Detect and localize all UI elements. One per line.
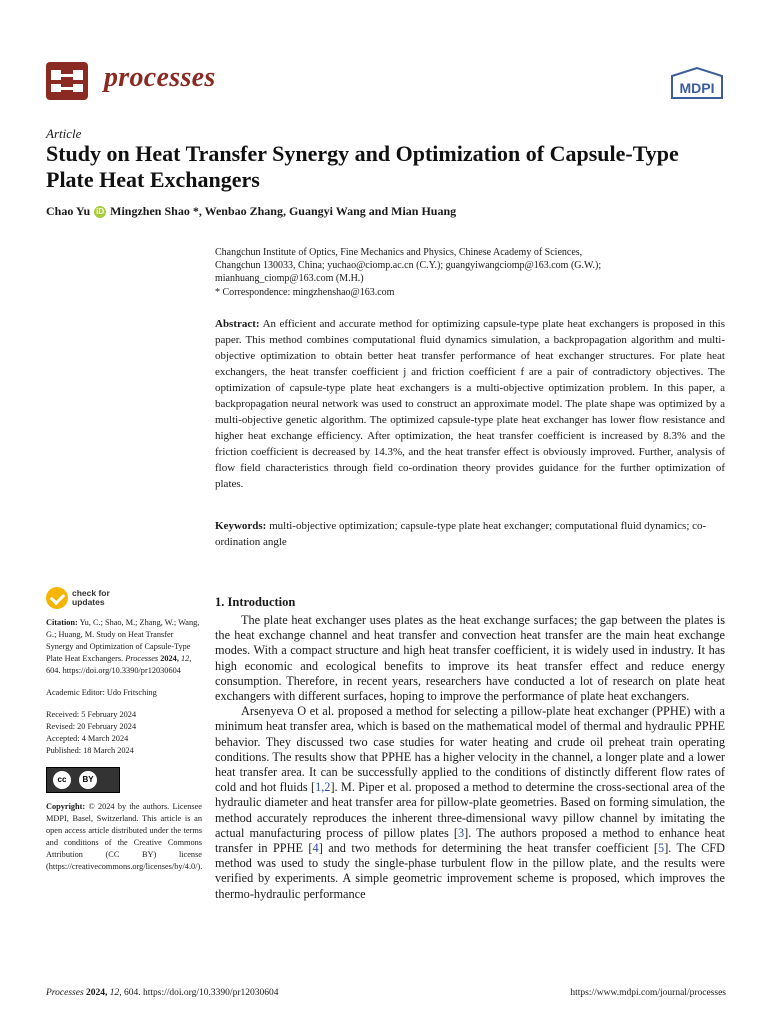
citation-link[interactable]: 5 <box>658 841 665 856</box>
paragraph: Arsenyeva O et al. proposed a method for selecting a pillow-plate heat exchanger (PPHE) with a minimum heat transfer area, which is based on the mathematical model of thermal and hydraulic PPHE behavior. They discussed two case studies for water heating and crude oil preheat train operating conditions. The results show that PPHE has a higher velocity in the channel, a longer plate and a lower heat transfer area. It can be successfully applied to the conditions of distinctly different flow rates of cold and hot fluids [1,2]. M. Piper et al. proposed a method to determine the cross-sectional area of the hydraulic diameter and heat transfer area for pillow-plate geometries. Based on forming simulation, the method accurately reproduces the inherent three-dimensional wavy pillow channel by imitating the actual manufacturing process of pillow plates [3]. The authors proposed a method to enhance heat transfer in PPHE [4] and two methods for determining the heat transfer coefficient [5]. The CFD method was used to study the single-phase turbulent flow in the pillow plate, and the results were verified by experiments. A simple geometric improvement scheme is proposed, which improves the thermo-hydraulic performance <box>215 704 725 901</box>
author-list <box>46 204 726 219</box>
copyright-block <box>46 801 202 873</box>
citation-link[interactable]: 4 <box>312 841 319 856</box>
check-for-updates-button[interactable] <box>46 585 202 611</box>
affiliations <box>215 246 725 299</box>
revised-date: Revised: 20 February 2024 <box>46 722 137 731</box>
attribution-icon: BY <box>79 771 97 789</box>
editor-block <box>46 687 202 699</box>
citation-block <box>46 617 202 677</box>
section-heading: 1. Introduction <box>215 595 296 609</box>
copyright-label: Copyright: <box>46 802 86 811</box>
citation-journal: Processes <box>125 654 159 663</box>
page-footer <box>46 988 726 998</box>
dates-block <box>46 709 202 757</box>
footer-citation <box>46 988 278 998</box>
accepted-date: Accepted: 4 March 2024 <box>46 734 129 743</box>
author-names-rest: Mingzhen Shao *, Wenbao Zhang, Guangyi Wang and Mian Huang <box>110 204 457 218</box>
cc-by-license-badge[interactable] <box>46 767 120 793</box>
copyright-text: © 2024 by the authors. Licensee MDPI, Basel, Switzerland. This article is an open access article distributed under the terms and conditions of the Creative Commons Attribution (CC BY) license (https://creativecommons.org/licenses/by/4.0/). <box>46 802 203 871</box>
journal-name[interactable]: processes <box>104 62 216 93</box>
abstract-label: Abstract: <box>215 318 260 330</box>
creative-commons-icon: cc <box>53 771 71 789</box>
affiliation-line: Changchun Institute of Optics, Fine Mechanics and Physics, Chinese Academy of Sciences, <box>215 247 583 258</box>
citation-link[interactable]: 3 <box>458 825 465 840</box>
citation-text: Yu, C.; Shao, M.; Zhang, W.; Wang, G.; Huang, M. Study on Heat Transfer Synergy and Optimization of Capsule-Type Plate Heat Exchangers. <box>46 618 200 663</box>
check-icon <box>46 587 68 609</box>
citation-link[interactable]: 1,2 <box>315 780 331 795</box>
keywords <box>215 518 725 550</box>
footer-doi-link[interactable]: 604. https://doi.org/10.3390/pr12030604 <box>124 988 279 998</box>
updates-label: updates <box>72 597 105 607</box>
affiliation-line: mianhuang_ciomp@163.com (M.H.) <box>215 273 364 285</box>
article-title: Study on Heat Transfer Synergy and Optimization of Capsule-Type Plate Heat Exchangers <box>46 141 679 192</box>
citation-volume: 12, <box>180 654 192 663</box>
paragraph: The plate heat exchanger uses plates as the heat exchange surfaces; the gap between the plates is the heat exchange channel and heat transfer and convection heat transfer are the main heat exchange modes. With a compact structure and high heat transfer coefficient, it is widely used in industry. It has high economic and ecological benefits to improve its heat transfer effect and reduce energy consumption. Therefore, in recent years, researchers have conducted a lot of research on plate heat exchangers with different surfaces, hoping to improve the performance of plate heat exchangers. <box>215 613 725 704</box>
abstract-text: An efficient and accurate method for optimizing capsule-type plate heat exchangers is proposed in this paper. This method combines computational fluid dynamics simulation, a backpropagation algorithm and multi-objective optimization to obtain better heat transfer performance of heat exchanger structures. For plate heat exchangers, the heat transfer coefficient j and friction coefficient f are a pair of contradictory objectives. The optimization of capsule-type plate heat exchangers is a multi-objective optimization problem. In this paper, a backpropagation neural network was used to construct an approximate model. The plate shape was optimized by a multi-objective genetic algorithm. The optimized capsule-type plate heat exchanger has lower flow resistance and higher heat exchange efficiency. After optimization, the heat transfer coefficient is increased by 8.3% and the friction coefficient is decreased by 14.3%, and the heat transfer effect is obviously improved. Further, analysis of flow field characteristics through field co-ordination theory provides guidance for the further optimization of plates. <box>215 318 725 490</box>
mdpi-logo-icon[interactable] <box>668 66 726 100</box>
orcid-icon[interactable]: iD <box>96 206 105 216</box>
keywords-label: Keywords: <box>215 520 267 532</box>
received-date: Received: 5 February 2024 <box>46 710 137 719</box>
keywords-text: multi-objective optimization; capsule-type plate heat exchanger; computational fluid dynamics; co-ordination angle <box>215 520 707 548</box>
academic-editor: Academic Editor: Udo Fritsching <box>46 688 157 697</box>
citation-label: Citation: <box>46 618 78 627</box>
citation-doi-link[interactable]: 604. https://doi.org/10.3390/pr12030604 <box>46 666 181 675</box>
publisher-name: MDPI <box>679 80 715 96</box>
footer-journal: Processes <box>46 988 84 998</box>
footer-volume: 12, <box>109 988 122 998</box>
author-name: Chao Yu <box>46 204 91 218</box>
citation-year: 2024, <box>160 654 179 663</box>
article-sidebar <box>46 585 202 883</box>
abstract <box>215 316 725 492</box>
affiliation-line: Changchun 130033, China; yuchao@ciomp.ac.cn (C.Y.); guangyiwangciomp@163.com (G.W.); <box>215 260 602 272</box>
footer-journal-url[interactable]: https://www.mdpi.com/journal/processes <box>570 988 726 998</box>
footer-year: 2024, <box>86 988 108 998</box>
check-label: check for <box>72 588 110 598</box>
article-type: Article <box>46 126 82 141</box>
processes-logo-icon <box>46 62 88 100</box>
published-date: Published: 18 March 2024 <box>46 746 134 755</box>
correspondence: * Correspondence: mingzhenshao@163.com <box>215 286 395 298</box>
introduction-body <box>215 613 725 902</box>
journal-header <box>46 60 726 104</box>
